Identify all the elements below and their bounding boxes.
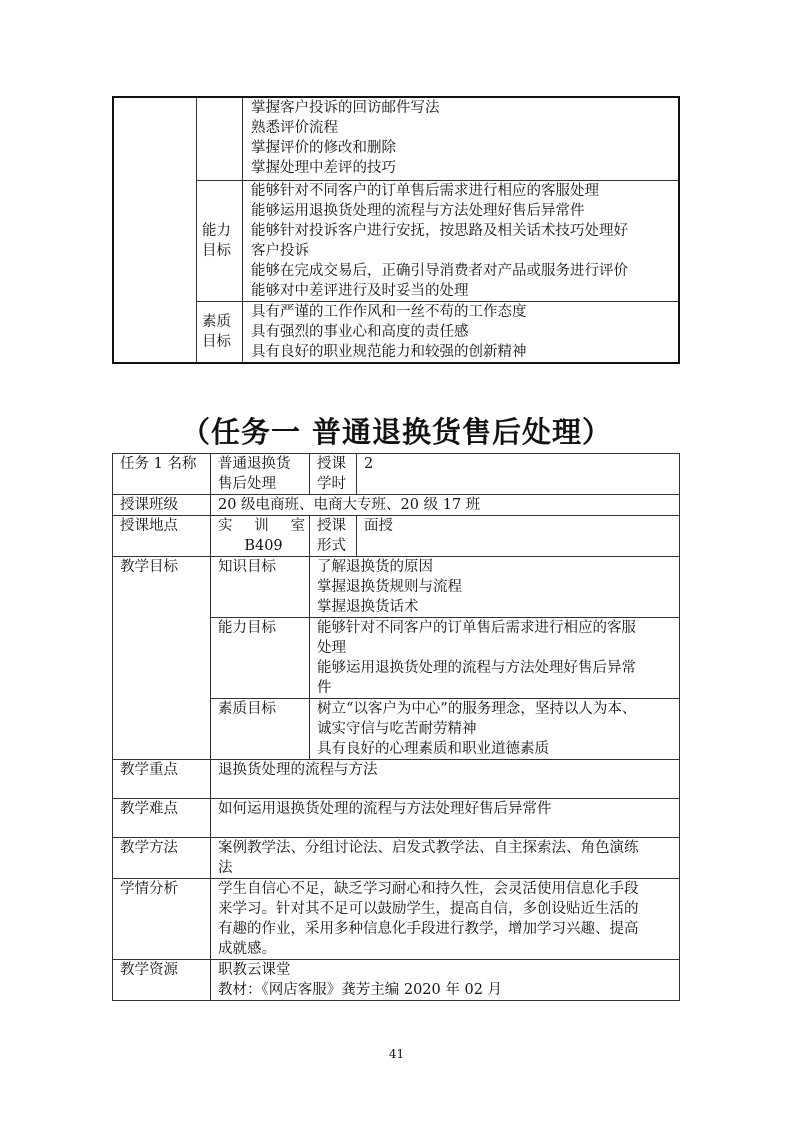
quality-item: 树立“以客户为中心”的服务理念，坚持以人为本、 <box>317 701 637 717</box>
form-value: 面授 <box>357 516 680 557</box>
task-name-label: 任务 1 名称 <box>113 454 211 495</box>
knowledge-item: 掌握退换货话术 <box>317 599 419 615</box>
methods-line: 案例教学法、分组讨论法、启发式教学法、自主探索法、角色演练 <box>218 840 639 856</box>
difficulties-value: 如何运用退换货处理的流程与方法处理好售后异常件 <box>211 799 680 838</box>
knowledge-item: 掌握评价的修改和删除 <box>251 140 396 156</box>
methods-line: 法 <box>218 860 233 876</box>
ability-item: 能够针对投诉客户进行安抚，按思路及相关话术技巧处理好 <box>251 223 628 239</box>
analysis-line: 成就感。 <box>218 941 276 957</box>
quality-item: 具有强烈的事业心和高度的责任感 <box>251 324 469 340</box>
task-name-line: 售后处理 <box>218 476 276 492</box>
ability-label-line: 目标 <box>202 243 231 259</box>
key-points-value: 退换货处理的流程与方法 <box>211 760 680 799</box>
ability-item: 客户投诉 <box>251 243 309 259</box>
analysis-line: 学生自信心不足，缺乏学习耐心和持久性，会灵活使用信息化手段 <box>218 881 639 897</box>
hours-label-line: 授课 <box>317 456 346 472</box>
quality-label: 素质目标 <box>211 699 310 760</box>
resources-line: 职教云课堂 <box>218 962 291 978</box>
row-place <box>113 516 680 557</box>
key-points-label: 教学重点 <box>113 760 211 799</box>
knowledge-item: 熟悉评价流程 <box>251 120 338 136</box>
ability-item: 能够对中差评进行及时妥当的处理 <box>251 283 469 299</box>
knowledge-label: 知识目标 <box>211 557 310 618</box>
ability-item: 件 <box>317 680 332 696</box>
quality-label-line: 目标 <box>202 334 231 350</box>
methods-value <box>211 838 680 879</box>
analysis-line: 来学习。针对其不足可以鼓励学生，提高自信，多创设贴近生活的 <box>218 901 639 917</box>
ability-label: 能力目标 <box>211 618 310 699</box>
objectives-continuation-table <box>112 96 680 364</box>
form-label-line: 授课 <box>317 518 346 534</box>
knowledge-row <box>113 97 679 181</box>
quality-item: 诚实守信与吃苦耐劳精神 <box>317 721 477 737</box>
section-title: （任务一 普通退换货售后处理） <box>180 415 613 449</box>
hours-value: 2 <box>357 454 680 495</box>
row-class <box>113 495 680 516</box>
resources-line: 教材：《网店客服》龚芳主编 2020 年 02 月 <box>218 982 503 998</box>
resources-label: 教学资源 <box>113 960 211 1001</box>
task-name-value <box>211 454 310 495</box>
knowledge-item: 掌握客户投诉的回访邮件写法 <box>251 100 440 116</box>
ability-item: 能够在完成交易后，正确引导消费者对产品或服务进行评价 <box>251 263 628 279</box>
ability-label-line: 能力 <box>202 223 231 239</box>
row-analysis <box>113 879 680 960</box>
quality-label <box>197 302 243 364</box>
place-value <box>211 516 310 557</box>
ability-items-cell <box>243 181 680 302</box>
quality-item: 具有良好的心理素质和职业道德素质 <box>317 741 549 757</box>
form-label <box>310 516 357 557</box>
class-value: 20 级电商班、电商大专班、20 级 17 班 <box>211 495 680 516</box>
quality-item: 具有良好的职业规范能力和较强的创新精神 <box>251 344 527 360</box>
task-name-line: 普通退换货 <box>218 456 291 472</box>
ability-item: 处理 <box>317 640 346 656</box>
quality-item: 具有严谨的工作作风和一丝不苟的工作态度 <box>251 304 527 320</box>
page-number: 41 <box>388 1047 405 1061</box>
ability-item: 能够运用退换货处理的流程与方法处理好售后异常 <box>317 660 636 676</box>
ability-item: 能够针对不同客户的订单售后需求进行相应的客服 <box>317 620 636 636</box>
place-line: B409 <box>244 538 283 554</box>
methods-label: 教学方法 <box>113 838 211 879</box>
ability-row <box>113 181 679 302</box>
knowledge-items-cell <box>243 97 680 181</box>
difficulties-label: 教学难点 <box>113 799 211 838</box>
analysis-label: 学情分析 <box>113 879 211 960</box>
row-difficulties <box>113 799 680 838</box>
knowledge-item: 了解退换货的原因 <box>317 559 433 575</box>
row-methods <box>113 838 680 879</box>
hours-label <box>310 454 357 495</box>
resources-value <box>211 960 680 1001</box>
analysis-line: 有趣的作业，采用多种信息化手段进行教学，增加学习兴趣、提高 <box>218 921 639 937</box>
class-label: 授课班级 <box>113 495 211 516</box>
ability-label <box>197 181 243 302</box>
objectives-label: 教学目标 <box>113 557 211 760</box>
place-line: 实 训 室 <box>218 518 305 534</box>
knowledge-item: 掌握处理中差评的技巧 <box>251 160 396 176</box>
quality-row <box>113 302 679 364</box>
row-resources <box>113 960 680 1001</box>
analysis-value <box>211 879 680 960</box>
row-task-name <box>113 454 680 495</box>
ability-item: 能够运用退换货处理的流程与方法处理好售后异常件 <box>251 203 585 219</box>
knowledge-items <box>310 557 680 618</box>
empty-label-cell <box>197 97 243 181</box>
place-label: 授课地点 <box>113 516 211 557</box>
empty-category-cell <box>113 97 197 363</box>
ability-item: 能够针对不同客户的订单售后需求进行相应的客服处理 <box>251 183 599 199</box>
knowledge-item: 掌握退换货规则与流程 <box>317 579 462 595</box>
quality-items <box>310 699 680 760</box>
quality-items-cell <box>243 302 680 364</box>
row-objectives-knowledge <box>113 557 680 618</box>
task-table <box>112 453 680 1001</box>
hours-label-line: 学时 <box>317 476 346 492</box>
form-label-line: 形式 <box>317 538 346 554</box>
row-key-points <box>113 760 680 799</box>
quality-label-line: 素质 <box>202 314 231 330</box>
ability-items <box>310 618 680 699</box>
